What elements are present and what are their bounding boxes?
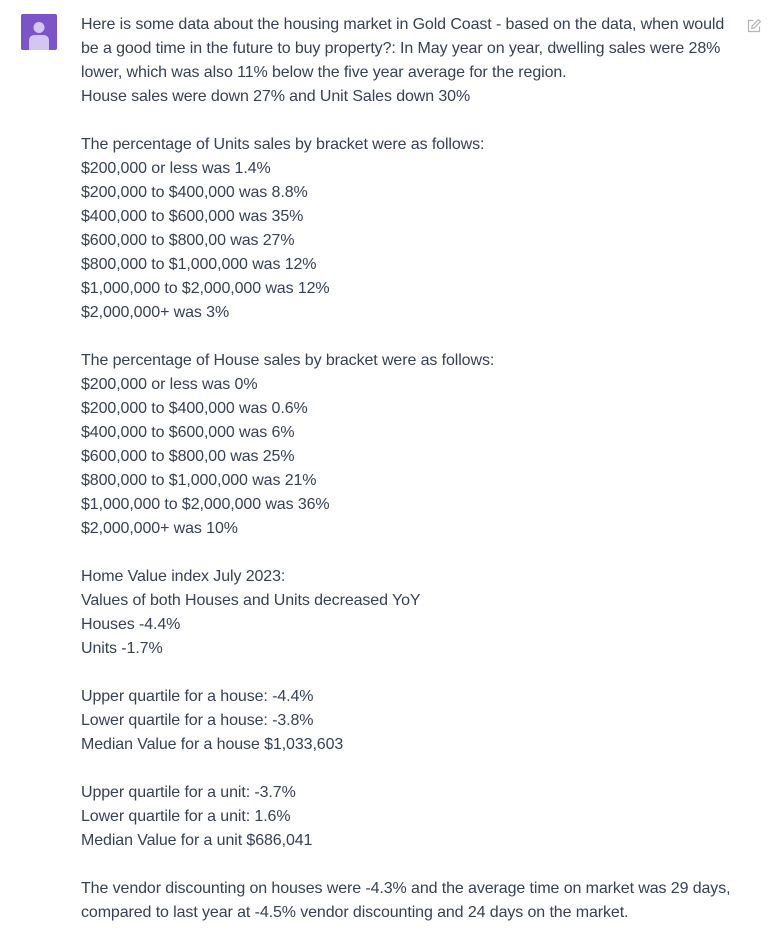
paragraph-unit-quartiles <box>81 781 741 853</box>
paragraph-intro <box>81 13 741 109</box>
paragraph-vendor-discounting <box>81 877 741 925</box>
list-item: $600,000 to $800,00 was 25% <box>81 448 295 465</box>
paragraph-house-sales-brackets <box>81 349 741 541</box>
section-heading: The percentage of House sales by bracket were as follows: <box>81 352 495 369</box>
paragraph-gap <box>81 757 741 781</box>
list-item: $800,000 to $1,000,000 was 21% <box>81 472 317 489</box>
list-item: Units -1.7% <box>81 640 163 657</box>
paragraph-gap <box>81 325 741 349</box>
paragraph-house-quartiles <box>81 685 741 757</box>
list-item: Median Value for a house $1,033,603 <box>81 736 344 753</box>
list-item: $200,000 to $400,000 was 8.8% <box>81 184 308 201</box>
paragraph-gap <box>81 109 741 133</box>
user-avatar <box>21 14 57 50</box>
list-item: $800,000 to $1,000,000 was 12% <box>81 256 317 273</box>
list-item: $2,000,000+ was 10% <box>81 520 238 537</box>
edit-icon <box>746 18 762 34</box>
list-item: $1,000,000 to $2,000,000 was 36% <box>81 496 330 513</box>
section-heading: Home Value index July 2023: <box>81 568 286 585</box>
message-line: The vendor discounting on houses were -4.3% and the average time on market was 29 days, compared to last year at -4.5% vendor discounting and 24 days on the market. <box>81 880 735 921</box>
list-item: $400,000 to $600,000 was 35% <box>81 208 304 225</box>
paragraph-gap <box>81 541 741 565</box>
list-item: $200,000 or less was 1.4% <box>81 160 271 177</box>
message-line: Here is some data about the housing market in Gold Coast - based on the data, when would be a good time in the future to buy property?: In May year on year, dwelling sales were 28% lower, which was also 11% below the five year average for the region. <box>81 16 729 81</box>
edit-message-button[interactable] <box>744 16 764 36</box>
paragraph-gap <box>81 661 741 685</box>
list-item: $2,000,000+ was 3% <box>81 304 230 321</box>
list-item: Lower quartile for a house: -3.8% <box>81 712 314 729</box>
list-item: Lower quartile for a unit: 1.6% <box>81 808 291 825</box>
paragraph-unit-sales-brackets <box>81 133 741 325</box>
list-item: $400,000 to $600,000 was 6% <box>81 424 295 441</box>
list-item: $200,000 to $400,000 was 0.6% <box>81 400 308 417</box>
paragraph-gap <box>81 853 741 877</box>
user-avatar-icon <box>21 14 57 50</box>
message-line: House sales were down 27% and Unit Sales down 30% <box>81 88 471 105</box>
list-item: Upper quartile for a house: -4.4% <box>81 688 314 705</box>
list-item: $200,000 or less was 0% <box>81 376 258 393</box>
message-content <box>81 13 741 925</box>
list-item: Values of both Houses and Units decreased YoY <box>81 592 421 609</box>
list-item: $1,000,000 to $2,000,000 was 12% <box>81 280 330 297</box>
list-item: Houses -4.4% <box>81 616 181 633</box>
section-heading: The percentage of Units sales by bracket were as follows: <box>81 136 485 153</box>
list-item: Median Value for a unit $686,041 <box>81 832 313 849</box>
paragraph-home-value-index <box>81 565 741 661</box>
list-item: $600,000 to $800,00 was 27% <box>81 232 295 249</box>
list-item: Upper quartile for a unit: -3.7% <box>81 784 296 801</box>
